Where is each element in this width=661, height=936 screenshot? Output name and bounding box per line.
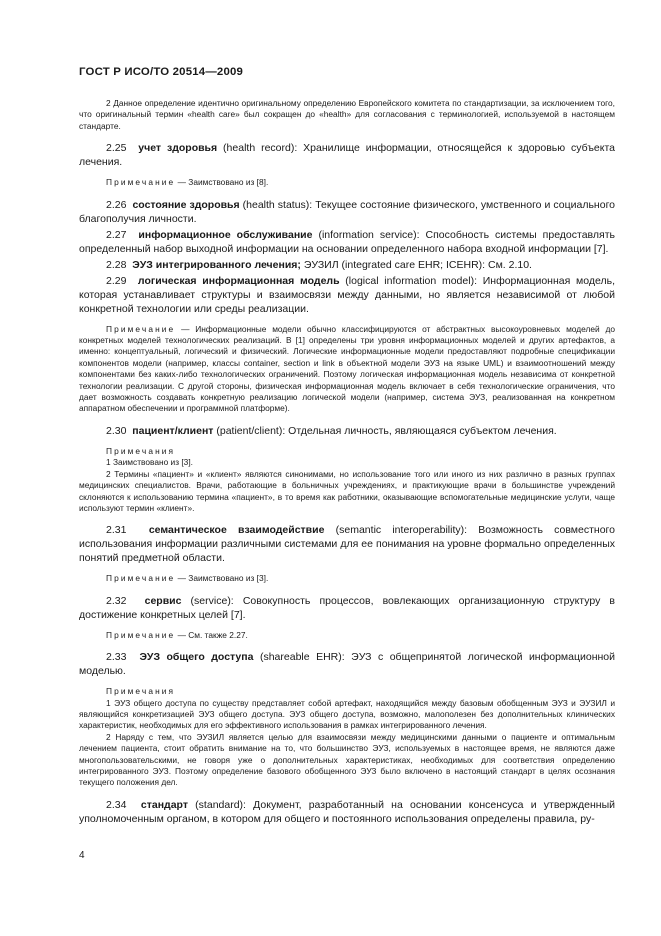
entry-2-33 <box>79 650 615 678</box>
note-2-31 <box>79 573 615 584</box>
entry-text: ЭУЗИЛ (integrated care EHR; ICEHR): См. 2.10. <box>300 258 532 271</box>
entry-term: пациент/клиент <box>132 424 214 437</box>
entry-term: семантическое взаимодействие <box>148 524 325 537</box>
entry-text: (health record): Хранилище информации, относящейся к здоровью субъекта лечения. <box>79 142 615 169</box>
entry-2-34 <box>79 798 615 826</box>
note-label: Примечание <box>106 323 176 334</box>
note-label: Примечание <box>106 629 176 640</box>
entry-number: 2.33 <box>106 651 127 664</box>
entry-term: состояние здоровья <box>132 198 240 211</box>
entry-2-27 <box>79 228 615 256</box>
document-body <box>79 98 615 826</box>
note-2-25 <box>79 177 615 188</box>
note-text: — См. также 2.27. <box>175 629 248 640</box>
document-header: ГОСТ Р ИСО/ТО 20514—2009 <box>79 66 244 78</box>
notes-label: Примечания <box>106 686 176 697</box>
entry-text: (semantic interoperability): Возможность совместного использования информации различными системами для ее понимания на уровне формально определенных понятий предметной области. <box>79 524 615 565</box>
notes-2-33-label <box>79 686 615 697</box>
entry-2-30 <box>79 424 615 438</box>
entry-term: ЭУЗ интегрированного лечения; <box>132 258 301 271</box>
note-text: — Информационные модели обычно классифицируются от абстрактных высокоуровневых моделей до конкретных моделей технологических реализаций. В [1] определены три уровня информационных моделей и других артефактов, а именно: концептуальный, логический и физический. Логические информационные модели предоставляют подробные спецификации компонентов модели (например, классы container, section и link в объектной модели ЭУЗ на языке UML) и взаимоотношений между компонентами без каких-либо технологических ограничений. Поэтому логическая информационная модель независима от конкретной технологии реализации. С другой стороны, физическая информационная модель включает в себя технологические ограничения, что дает возможность создавать конкретную реализацию логической модели (например, система ЭУЗ, реализованная на конкретном аппаратном обеспечении и программной платформе). <box>79 323 615 414</box>
entry-number: 2.34 <box>106 798 127 811</box>
note-item: 1 Заимствовано из [3]. <box>106 457 193 468</box>
note-2-29 <box>79 324 615 415</box>
entry-number: 2.29 <box>106 274 127 287</box>
entry-2-26 <box>79 198 615 226</box>
note-text: — Заимствовано из [3]. <box>175 573 269 584</box>
entry-text: (standard): Документ, разработанный на основании консенсуса и утвержденный уполномоченным органом, в котором для общего и постоянного использования определены правила, ру- <box>79 798 615 825</box>
note-item: 2 Термины «пациент» и «клиент» являются синонимами, но использование того или иного из них различно в разных группах медицинских специалистов. Врачи, работающие в больничных учреждениях, и практикующие врачи в большинстве учреждений склоняются к использованию термина «пациент», в то время как работники, оказывающие вспомогательные медицинские услуги, чаще используют термин «клиент». <box>79 468 615 513</box>
entry-number: 2.32 <box>106 594 127 607</box>
entry-number: 2.27 <box>106 228 127 241</box>
entry-text: (health status): Текущее состояние физического, умственного и социального благополучия личности. <box>79 198 616 225</box>
page-number: 4 <box>79 850 85 861</box>
entry-number: 2.28 <box>106 258 127 271</box>
entry-number: 2.26 <box>106 198 127 211</box>
entry-term: сервис <box>144 594 182 607</box>
entry-number: 2.30 <box>106 424 127 437</box>
entry-term: информационное обслуживание <box>138 228 313 241</box>
note-item: 1 ЭУЗ общего доступа по существу представляет собой артефакт, находящийся между базовым обобщенным ЭУЗ и ЭУЗИЛ и являющийся конкретизацией ЭУЗ общего доступа. ЭУЗ общего доступа, возможно, малополезен без дополнительных клинических характеристик, необходимых для его эффективного использования в рамках интегрированного лечения. <box>79 697 615 731</box>
entry-term: учет здоровья <box>138 142 218 155</box>
entry-text: (information service): Способность системы предоставлять определенный набор выходной информации на основании определенного набора входной информации [7]. <box>79 228 615 255</box>
entry-2-32 <box>79 594 615 622</box>
note-text: — Заимствовано из [8]. <box>175 177 269 188</box>
notes-label: Примечания <box>106 445 176 456</box>
note-item: 2 Наряду с тем, что ЭУЗИЛ является целью для взаимосвязи между медицинскими данными о пациенте и оптимальным лечением пациента, стоит обратить внимание на то, что большинство ЭУЗ, используемых в настоящее время, не являются даже многопользовательскими, не говоря уже о дополнительных характеристиках, необходимых для соответствия определению интегрированного ЭУЗ. Поэтому определение базового обобщенного ЭУЗ было включено в настоящий стандарт в целях осознания текущего положения дел. <box>79 731 615 788</box>
entry-2-31 <box>79 523 615 565</box>
entry-2-25 <box>79 141 615 169</box>
notes-2-30-label <box>79 446 615 457</box>
entry-text: (service): Совокупность процессов, вовлекающих организационную структуру в достижение конкретных целей [7]. <box>79 594 615 621</box>
entry-number: 2.31 <box>106 524 127 537</box>
entry-term: логическая информационная модель <box>137 274 340 287</box>
note-label: Примечание <box>106 573 176 584</box>
note-label: Примечание <box>106 177 176 188</box>
entry-2-28 <box>79 258 615 272</box>
entry-term: стандарт <box>140 798 188 811</box>
entry-term: ЭУЗ общего доступа <box>139 651 254 664</box>
entry-text: (logical information model): Информационная модель, которая устанавливает структуры и взаимосвязи между данными, но является независимой от любой конкретной технологии или среды реализации. <box>79 274 615 315</box>
note-2-32 <box>79 630 615 641</box>
entry-2-29 <box>79 274 615 316</box>
entry-text: (patient/client): Отдельная личность, являющаяся субъектом лечения. <box>213 424 557 437</box>
entry-number: 2.25 <box>106 142 127 155</box>
entry-text: (shareable EHR): ЭУЗ с общепринятой логической информационной моделью. <box>79 651 616 678</box>
top-note: 2 Данное определение идентично оригинальному определению Европейского комитета по стандартизации, за исключением того, что оригинальный термин «health care» был сокращен до «health» для согласования с терминологией, используемой в настоящем стандарте. <box>79 98 615 131</box>
